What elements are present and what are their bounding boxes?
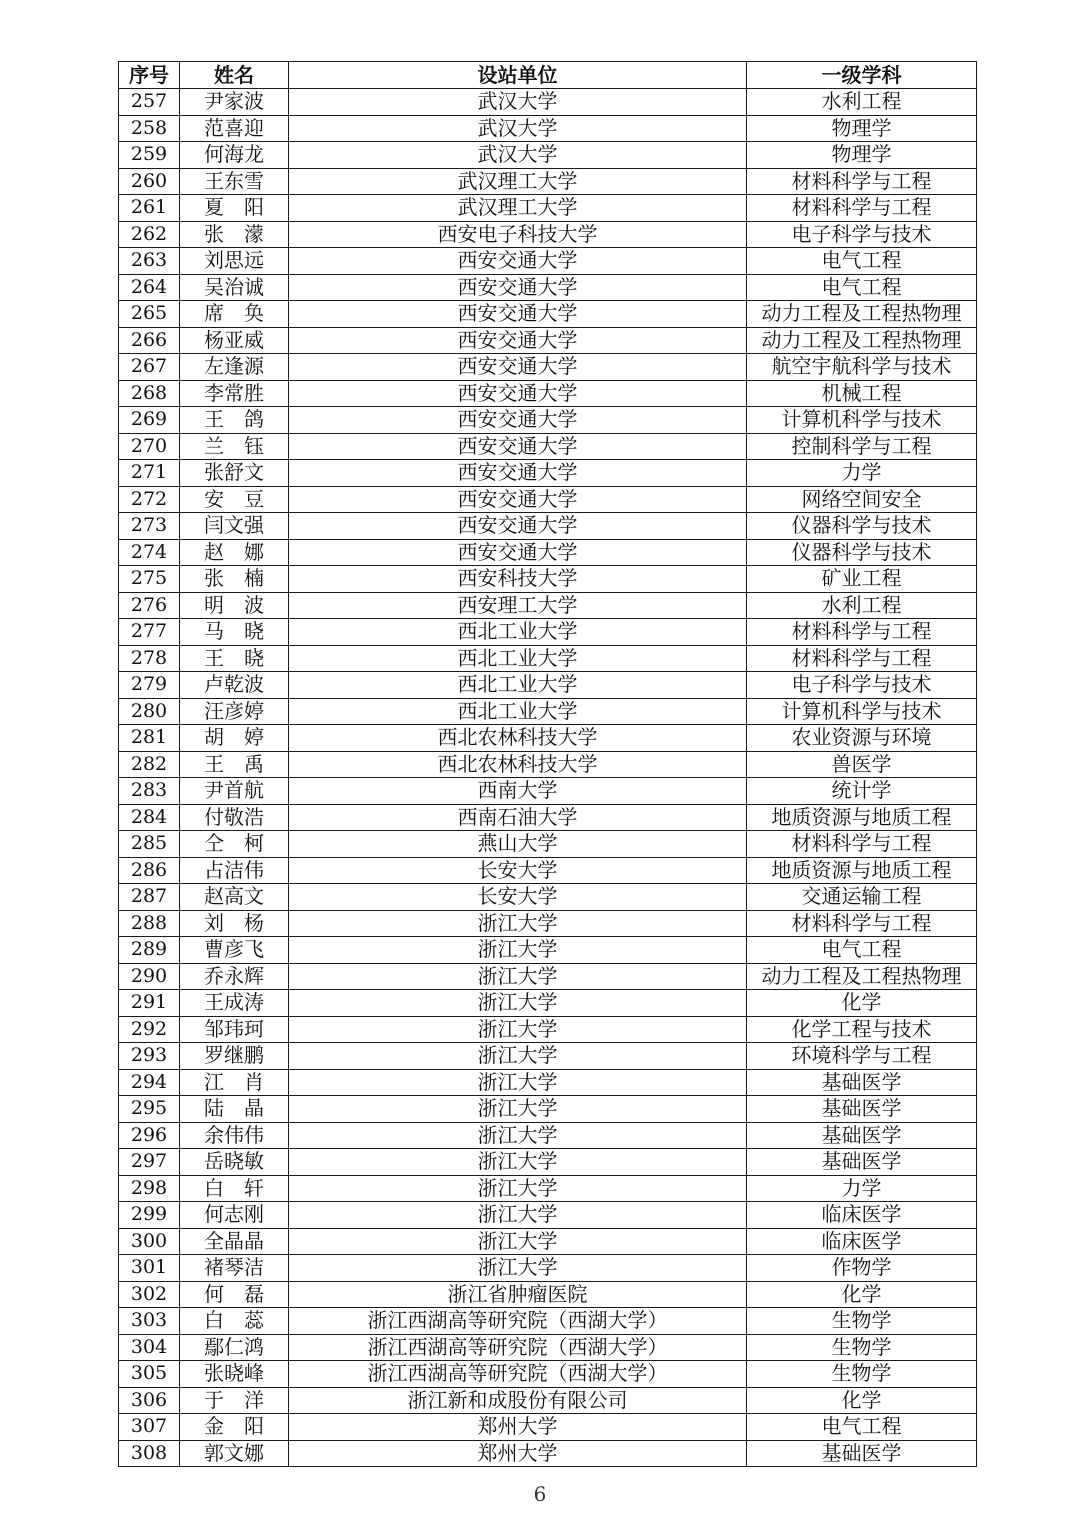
cell-discipline: 动力工程及工程热物理 <box>747 301 977 328</box>
table-row <box>119 1149 977 1176</box>
cell-name: 吴治诚 <box>180 274 289 301</box>
cell-serial-number: 286 <box>119 857 180 884</box>
table-row <box>119 831 977 858</box>
cell-discipline: 作物学 <box>747 1255 977 1282</box>
cell-serial-number: 259 <box>119 142 180 169</box>
cell-host-institution: 西安交通大学 <box>289 433 747 460</box>
table-row <box>119 990 977 1017</box>
cell-discipline: 农业资源与环境 <box>747 725 977 752</box>
cell-name: 何志刚 <box>180 1202 289 1229</box>
cell-host-institution: 西北农林科技大学 <box>289 751 747 778</box>
cell-host-institution: 浙江大学 <box>289 937 747 964</box>
cell-name: 王 禹 <box>180 751 289 778</box>
cell-name: 胡 婷 <box>180 725 289 752</box>
cell-host-institution: 浙江大学 <box>289 1096 747 1123</box>
cell-host-institution: 西北工业大学 <box>289 645 747 672</box>
cell-serial-number: 305 <box>119 1361 180 1388</box>
cell-name: 王 鸽 <box>180 407 289 434</box>
cell-discipline: 基础医学 <box>747 1440 977 1467</box>
cell-serial-number: 279 <box>119 672 180 699</box>
cell-host-institution: 西北工业大学 <box>289 619 747 646</box>
table-row <box>119 1043 977 1070</box>
table-header <box>119 62 977 89</box>
cell-discipline: 动力工程及工程热物理 <box>747 327 977 354</box>
cell-serial-number: 264 <box>119 274 180 301</box>
cell-serial-number: 304 <box>119 1334 180 1361</box>
cell-serial-number: 307 <box>119 1414 180 1441</box>
cell-discipline: 力学 <box>747 460 977 487</box>
table-row <box>119 301 977 328</box>
table-row <box>119 1069 977 1096</box>
cell-discipline: 材料科学与工程 <box>747 910 977 937</box>
table-row <box>119 1414 977 1441</box>
cell-discipline: 物理学 <box>747 142 977 169</box>
table-row <box>119 380 977 407</box>
table-row <box>119 884 977 911</box>
cell-serial-number: 297 <box>119 1149 180 1176</box>
cell-discipline: 材料科学与工程 <box>747 645 977 672</box>
cell-name: 卢乾波 <box>180 672 289 699</box>
cell-name: 乔永辉 <box>180 963 289 990</box>
cell-discipline: 环境科学与工程 <box>747 1043 977 1070</box>
table-body <box>119 89 977 1467</box>
cell-name: 邹玮珂 <box>180 1016 289 1043</box>
cell-discipline: 矿业工程 <box>747 566 977 593</box>
table-row <box>119 1255 977 1282</box>
cell-name: 席 奂 <box>180 301 289 328</box>
cell-discipline: 计算机科学与技术 <box>747 698 977 725</box>
cell-host-institution: 浙江大学 <box>289 1228 747 1255</box>
cell-serial-number: 260 <box>119 168 180 195</box>
cell-discipline: 生物学 <box>747 1334 977 1361</box>
cell-host-institution: 长安大学 <box>289 884 747 911</box>
header-name: 姓名 <box>180 62 289 89</box>
table-row <box>119 195 977 222</box>
cell-host-institution: 西安交通大学 <box>289 380 747 407</box>
cell-name: 李常胜 <box>180 380 289 407</box>
cell-serial-number: 267 <box>119 354 180 381</box>
cell-discipline: 材料科学与工程 <box>747 831 977 858</box>
postdoc-table-container <box>118 61 976 1467</box>
cell-host-institution: 西北工业大学 <box>289 698 747 725</box>
cell-discipline: 机械工程 <box>747 380 977 407</box>
page-number: 6 <box>533 1482 547 1506</box>
cell-host-institution: 浙江大学 <box>289 1043 747 1070</box>
cell-host-institution: 浙江大学 <box>289 1149 747 1176</box>
table-row <box>119 513 977 540</box>
cell-name: 夏 阳 <box>180 195 289 222</box>
cell-discipline: 临床医学 <box>747 1202 977 1229</box>
cell-host-institution: 武汉大学 <box>289 89 747 116</box>
cell-name: 金 阳 <box>180 1414 289 1441</box>
cell-discipline: 计算机科学与技术 <box>747 407 977 434</box>
cell-serial-number: 290 <box>119 963 180 990</box>
cell-serial-number: 302 <box>119 1281 180 1308</box>
cell-name: 张晓峰 <box>180 1361 289 1388</box>
cell-name: 范喜迎 <box>180 115 289 142</box>
table-row <box>119 486 977 513</box>
cell-serial-number: 308 <box>119 1440 180 1467</box>
cell-host-institution: 浙江西湖高等研究院（西湖大学） <box>289 1308 747 1335</box>
table-row <box>119 539 977 566</box>
table-row <box>119 1175 977 1202</box>
cell-serial-number: 280 <box>119 698 180 725</box>
cell-host-institution: 武汉大学 <box>289 115 747 142</box>
cell-discipline: 交通运输工程 <box>747 884 977 911</box>
cell-name: 赵 娜 <box>180 539 289 566</box>
header-row <box>119 62 977 89</box>
table-row <box>119 1122 977 1149</box>
cell-name: 付敬浩 <box>180 804 289 831</box>
table-row <box>119 1096 977 1123</box>
cell-discipline: 仪器科学与技术 <box>747 513 977 540</box>
table-row <box>119 857 977 884</box>
cell-name: 赵高文 <box>180 884 289 911</box>
table-row <box>119 619 977 646</box>
cell-discipline: 电气工程 <box>747 1414 977 1441</box>
cell-serial-number: 277 <box>119 619 180 646</box>
cell-discipline: 电气工程 <box>747 274 977 301</box>
table-row <box>119 804 977 831</box>
table-row <box>119 1308 977 1335</box>
cell-name: 全晶晶 <box>180 1228 289 1255</box>
cell-discipline: 材料科学与工程 <box>747 619 977 646</box>
cell-discipline: 材料科学与工程 <box>747 168 977 195</box>
cell-name: 兰 钰 <box>180 433 289 460</box>
cell-discipline: 仪器科学与技术 <box>747 539 977 566</box>
cell-serial-number: 281 <box>119 725 180 752</box>
cell-serial-number: 287 <box>119 884 180 911</box>
cell-serial-number: 306 <box>119 1387 180 1414</box>
table-row <box>119 937 977 964</box>
cell-host-institution: 浙江大学 <box>289 1175 747 1202</box>
cell-name: 何 磊 <box>180 1281 289 1308</box>
table-row <box>119 1228 977 1255</box>
cell-host-institution: 西安交通大学 <box>289 513 747 540</box>
cell-serial-number: 272 <box>119 486 180 513</box>
cell-name: 王东雪 <box>180 168 289 195</box>
cell-serial-number: 299 <box>119 1202 180 1229</box>
cell-name: 曹彦飞 <box>180 937 289 964</box>
cell-name: 褚琴洁 <box>180 1255 289 1282</box>
cell-name: 马 晓 <box>180 619 289 646</box>
cell-name: 郭文娜 <box>180 1440 289 1467</box>
cell-discipline: 控制科学与工程 <box>747 433 977 460</box>
table-row <box>119 1387 977 1414</box>
cell-discipline: 电气工程 <box>747 248 977 275</box>
cell-serial-number: 268 <box>119 380 180 407</box>
header-discipline: 一级学科 <box>747 62 977 89</box>
cell-discipline: 航空宇航科学与技术 <box>747 354 977 381</box>
table-row <box>119 1334 977 1361</box>
cell-serial-number: 295 <box>119 1096 180 1123</box>
cell-host-institution: 浙江西湖高等研究院（西湖大学） <box>289 1361 747 1388</box>
cell-serial-number: 301 <box>119 1255 180 1282</box>
cell-serial-number: 269 <box>119 407 180 434</box>
cell-host-institution: 浙江大学 <box>289 1122 747 1149</box>
cell-host-institution: 西北工业大学 <box>289 672 747 699</box>
cell-host-institution: 西安理工大学 <box>289 592 747 619</box>
table-row <box>119 168 977 195</box>
cell-name: 陆 晶 <box>180 1096 289 1123</box>
cell-host-institution: 西安交通大学 <box>289 274 747 301</box>
cell-discipline: 动力工程及工程热物理 <box>747 963 977 990</box>
cell-host-institution: 西安交通大学 <box>289 354 747 381</box>
cell-name: 白 轩 <box>180 1175 289 1202</box>
cell-host-institution: 西南大学 <box>289 778 747 805</box>
cell-name: 何海龙 <box>180 142 289 169</box>
cell-serial-number: 294 <box>119 1069 180 1096</box>
cell-discipline: 电子科学与技术 <box>747 672 977 699</box>
cell-serial-number: 285 <box>119 831 180 858</box>
cell-serial-number: 283 <box>119 778 180 805</box>
cell-host-institution: 燕山大学 <box>289 831 747 858</box>
table-row <box>119 1361 977 1388</box>
cell-discipline: 基础医学 <box>747 1122 977 1149</box>
cell-serial-number: 292 <box>119 1016 180 1043</box>
cell-name: 刘 杨 <box>180 910 289 937</box>
cell-discipline: 化学 <box>747 990 977 1017</box>
cell-serial-number: 303 <box>119 1308 180 1335</box>
cell-host-institution: 浙江新和成股份有限公司 <box>289 1387 747 1414</box>
cell-host-institution: 浙江大学 <box>289 1016 747 1043</box>
cell-serial-number: 298 <box>119 1175 180 1202</box>
table-row <box>119 751 977 778</box>
cell-name: 杨亚威 <box>180 327 289 354</box>
cell-name: 刘思远 <box>180 248 289 275</box>
table-row <box>119 698 977 725</box>
cell-serial-number: 278 <box>119 645 180 672</box>
cell-host-institution: 浙江大学 <box>289 963 747 990</box>
cell-serial-number: 257 <box>119 89 180 116</box>
table-row <box>119 221 977 248</box>
cell-host-institution: 武汉大学 <box>289 142 747 169</box>
cell-serial-number: 261 <box>119 195 180 222</box>
cell-serial-number: 263 <box>119 248 180 275</box>
cell-host-institution: 西北农林科技大学 <box>289 725 747 752</box>
cell-serial-number: 296 <box>119 1122 180 1149</box>
cell-serial-number: 274 <box>119 539 180 566</box>
cell-host-institution: 浙江大学 <box>289 1255 747 1282</box>
table-row <box>119 963 977 990</box>
table-row <box>119 274 977 301</box>
cell-discipline: 生物学 <box>747 1361 977 1388</box>
cell-discipline: 力学 <box>747 1175 977 1202</box>
table-row <box>119 1202 977 1229</box>
table-row <box>119 407 977 434</box>
cell-discipline: 水利工程 <box>747 592 977 619</box>
cell-name: 罗继鹏 <box>180 1043 289 1070</box>
cell-name: 张 濛 <box>180 221 289 248</box>
cell-discipline: 统计学 <box>747 778 977 805</box>
table-row <box>119 354 977 381</box>
cell-name: 尹首航 <box>180 778 289 805</box>
cell-name: 王成涛 <box>180 990 289 1017</box>
cell-host-institution: 浙江大学 <box>289 1069 747 1096</box>
cell-host-institution: 武汉理工大学 <box>289 168 747 195</box>
cell-name: 尹家波 <box>180 89 289 116</box>
cell-host-institution: 西安交通大学 <box>289 301 747 328</box>
cell-host-institution: 浙江省肿瘤医院 <box>289 1281 747 1308</box>
cell-host-institution: 西安交通大学 <box>289 407 747 434</box>
cell-serial-number: 293 <box>119 1043 180 1070</box>
cell-host-institution: 浙江大学 <box>289 1202 747 1229</box>
cell-discipline: 网络空间安全 <box>747 486 977 513</box>
cell-discipline: 基础医学 <box>747 1096 977 1123</box>
cell-host-institution: 武汉理工大学 <box>289 195 747 222</box>
table-row <box>119 592 977 619</box>
cell-host-institution: 浙江西湖高等研究院（西湖大学） <box>289 1334 747 1361</box>
cell-serial-number: 270 <box>119 433 180 460</box>
cell-serial-number: 271 <box>119 460 180 487</box>
postdoc-table <box>118 61 977 1467</box>
cell-host-institution: 西南石油大学 <box>289 804 747 831</box>
cell-name: 安 豆 <box>180 486 289 513</box>
cell-name: 岳晓敏 <box>180 1149 289 1176</box>
cell-discipline: 化学 <box>747 1281 977 1308</box>
table-row <box>119 1281 977 1308</box>
cell-name: 占洁伟 <box>180 857 289 884</box>
table-row <box>119 645 977 672</box>
cell-name: 余伟伟 <box>180 1122 289 1149</box>
table-row <box>119 327 977 354</box>
cell-serial-number: 266 <box>119 327 180 354</box>
cell-discipline: 化学工程与技术 <box>747 1016 977 1043</box>
table-row <box>119 433 977 460</box>
cell-host-institution: 西安交通大学 <box>289 248 747 275</box>
cell-discipline: 兽医学 <box>747 751 977 778</box>
cell-serial-number: 273 <box>119 513 180 540</box>
cell-host-institution: 西安电子科技大学 <box>289 221 747 248</box>
cell-name: 江 肖 <box>180 1069 289 1096</box>
table-row <box>119 460 977 487</box>
cell-host-institution: 西安交通大学 <box>289 539 747 566</box>
cell-discipline: 地质资源与地质工程 <box>747 857 977 884</box>
cell-discipline: 材料科学与工程 <box>747 195 977 222</box>
header-serial-number: 序号 <box>119 62 180 89</box>
cell-discipline: 电气工程 <box>747 937 977 964</box>
cell-host-institution: 郑州大学 <box>289 1414 747 1441</box>
table-row <box>119 115 977 142</box>
cell-discipline: 基础医学 <box>747 1149 977 1176</box>
cell-name: 鄢仁鸿 <box>180 1334 289 1361</box>
cell-serial-number: 262 <box>119 221 180 248</box>
cell-host-institution: 浙江大学 <box>289 910 747 937</box>
cell-name: 左逢源 <box>180 354 289 381</box>
table-row <box>119 89 977 116</box>
cell-name: 张 楠 <box>180 566 289 593</box>
cell-discipline: 化学 <box>747 1387 977 1414</box>
table-row <box>119 1440 977 1467</box>
cell-serial-number: 282 <box>119 751 180 778</box>
cell-discipline: 物理学 <box>747 115 977 142</box>
cell-serial-number: 288 <box>119 910 180 937</box>
cell-host-institution: 浙江大学 <box>289 990 747 1017</box>
table-row <box>119 1016 977 1043</box>
cell-serial-number: 275 <box>119 566 180 593</box>
cell-serial-number: 300 <box>119 1228 180 1255</box>
cell-name: 仝 柯 <box>180 831 289 858</box>
cell-host-institution: 西安交通大学 <box>289 460 747 487</box>
cell-name: 明 波 <box>180 592 289 619</box>
cell-host-institution: 西安交通大学 <box>289 486 747 513</box>
cell-name: 闫文强 <box>180 513 289 540</box>
cell-discipline: 基础医学 <box>747 1069 977 1096</box>
table-row <box>119 566 977 593</box>
cell-discipline: 水利工程 <box>747 89 977 116</box>
cell-discipline: 临床医学 <box>747 1228 977 1255</box>
cell-name: 汪彦婷 <box>180 698 289 725</box>
cell-discipline: 电子科学与技术 <box>747 221 977 248</box>
cell-serial-number: 265 <box>119 301 180 328</box>
header-host-institution: 设站单位 <box>289 62 747 89</box>
table-row <box>119 910 977 937</box>
table-row <box>119 778 977 805</box>
table-row <box>119 725 977 752</box>
cell-discipline: 生物学 <box>747 1308 977 1335</box>
cell-serial-number: 291 <box>119 990 180 1017</box>
cell-name: 张舒文 <box>180 460 289 487</box>
cell-host-institution: 郑州大学 <box>289 1440 747 1467</box>
cell-name: 白 蕊 <box>180 1308 289 1335</box>
table-row <box>119 672 977 699</box>
cell-serial-number: 284 <box>119 804 180 831</box>
cell-serial-number: 276 <box>119 592 180 619</box>
cell-host-institution: 长安大学 <box>289 857 747 884</box>
cell-name: 于 洋 <box>180 1387 289 1414</box>
cell-serial-number: 258 <box>119 115 180 142</box>
cell-host-institution: 西安交通大学 <box>289 327 747 354</box>
cell-host-institution: 西安科技大学 <box>289 566 747 593</box>
cell-name: 王 晓 <box>180 645 289 672</box>
cell-discipline: 地质资源与地质工程 <box>747 804 977 831</box>
cell-serial-number: 289 <box>119 937 180 964</box>
table-row <box>119 248 977 275</box>
table-row <box>119 142 977 169</box>
